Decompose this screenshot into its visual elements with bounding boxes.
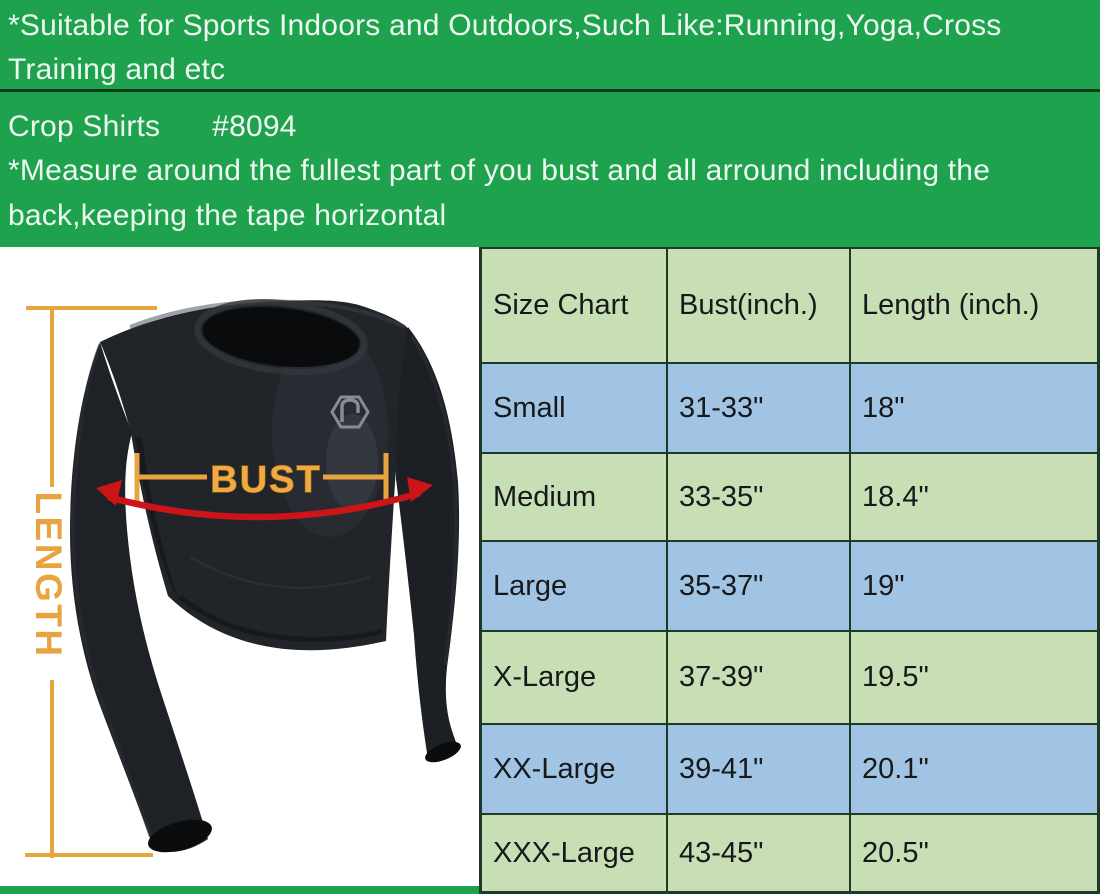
row-length: 19" [849, 542, 1097, 630]
measure-text-line1: *Measure around the fullest part of you bust and all arround including the [8, 154, 991, 187]
suitable-text-line2: Training and etc [8, 53, 226, 86]
measure-text-line2: back,keeping the tape horizontal [8, 199, 447, 232]
suitable-text-line1: *Suitable for Sports Indoors and Outdoors,Such Like:Running,Yoga,Cross [8, 9, 1002, 42]
crop-shirt-diagram [0, 247, 479, 894]
banner-divider-line [0, 89, 1100, 92]
header-bust: Bust(inch.) [666, 249, 849, 362]
row-bust: 31-33" [666, 364, 849, 452]
row-length: 19.5" [849, 632, 1097, 723]
row-bust: 33-35" [666, 454, 849, 540]
row-length: 18" [849, 364, 1097, 452]
table-row [482, 540, 1097, 630]
table-row [482, 630, 1097, 723]
product-name: Crop Shirts [8, 110, 161, 143]
header-length: Length (inch.) [849, 249, 1097, 362]
product-info-banner [0, 0, 1100, 247]
product-title-line [8, 110, 297, 144]
size-chart-table [479, 247, 1100, 894]
row-bust: 43-45" [666, 815, 849, 891]
row-size: X-Large [493, 661, 597, 693]
row-size: Medium [493, 480, 597, 513]
table-header-row [482, 249, 1097, 362]
header-size: Size Chart [493, 289, 629, 321]
table-row [482, 723, 1097, 813]
shirt-right-sleeve [396, 327, 464, 767]
row-size: XXX-Large [493, 836, 635, 869]
row-bust: 37-39" [666, 632, 849, 723]
measurement-diagram-panel [0, 247, 479, 894]
row-length: 20.1" [849, 725, 1097, 813]
row-bust: 35-37" [666, 542, 849, 630]
bust-label: BUST [210, 459, 322, 501]
row-length: 20.5" [849, 815, 1097, 891]
product-code: #8094 [212, 110, 297, 143]
row-size: Large [493, 569, 568, 602]
table-row [482, 452, 1097, 540]
row-length: 18.4" [849, 454, 1097, 540]
table-row [482, 813, 1097, 891]
table-row [482, 362, 1097, 452]
length-label: LENGTH [28, 491, 70, 659]
row-bust: 39-41" [666, 725, 849, 813]
row-size: XX-Large [493, 752, 616, 785]
bottom-green-strip [0, 886, 479, 894]
row-size: Small [493, 391, 566, 424]
